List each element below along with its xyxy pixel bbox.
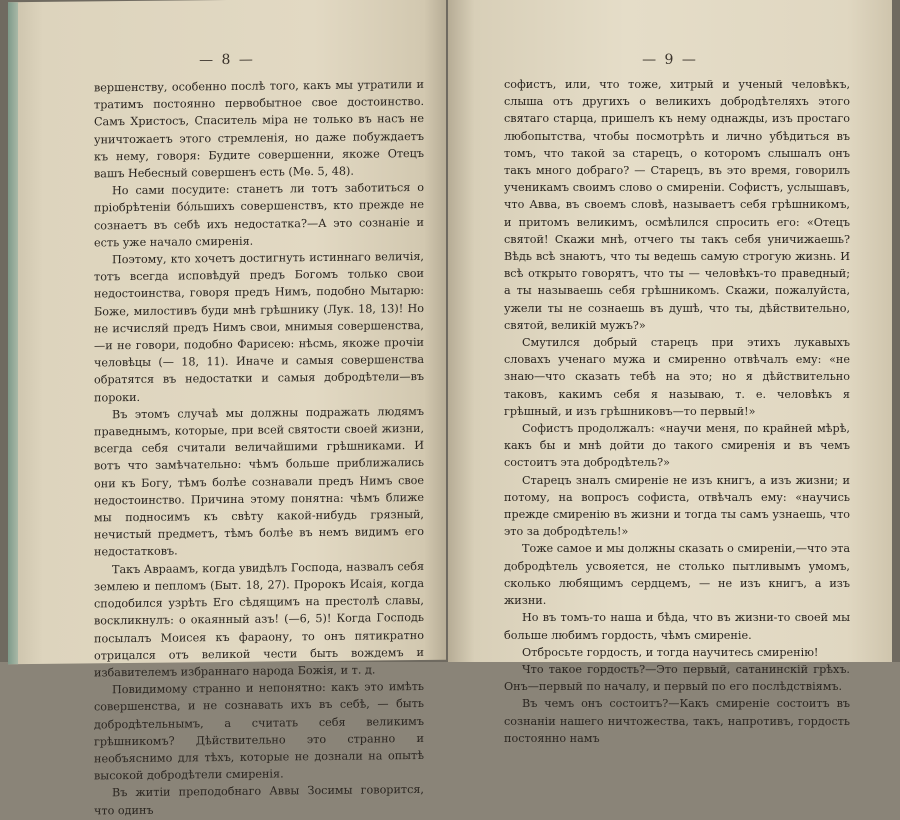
paragraph: Поэтому, кто хочетъ достигнуть истиннаго величія, тотъ всегда исповѣдуй предъ Богомъ только свои недостоинства, говоря предъ Нимъ, подобно Мытарю: Боже, милостивъ буди мнѣ грѣшнику (Лук. 18, 13)! Но не исчисляй предъ Нимъ свои, мнимыя совершенства,—и не говори, подобно Фарисею: нѣсмь, якоже прочіи человѣцы (— 18, 11). Иначе и самыя совершенства обратятся въ недостатки и самыя добродѣтели—въ пороки. xyxy=(94,249,424,405)
left-page xyxy=(8,0,446,817)
left-page-text xyxy=(94,76,424,819)
paragraph: Въ чемъ онъ состоитъ?—Какъ смиреніе состоитъ въ сознаніи нашего ничтожества, такъ, напротивъ, гордость постоянно намъ xyxy=(504,697,850,745)
page-number-left: — 8 — xyxy=(199,51,255,69)
paragraph: Смутился добрый старецъ при этихъ лукавыхъ словахъ ученаго мужа и смиренно отвѣчалъ ему: «не знаю—что сказать тебѣ на это; но я дѣйствительно таковъ, какимъ себя я называю, т. е. человѣкъ я грѣшный, и изъ грѣшниковъ—то первый!» xyxy=(504,336,850,418)
paragraph: Тоже самое и мы должны сказать о смиреніи,—что эта добродѣтель усвояется, не столько пытливымъ умомъ, сколько любящимъ сердцемъ, — не изъ книгъ, а изъ жизни. xyxy=(504,542,850,608)
paragraph: Въ житіи преподобнаго Аввы Зосимы говорится, что одинъ xyxy=(94,783,424,817)
paragraph: Софистъ продолжалъ: «научи меня, по крайней мѣрѣ, какъ бы и мнѣ дойти до такого смиренія и въ чемъ состоитъ эта добродѣтель?» xyxy=(504,422,850,470)
paragraph: Повидимому странно и непонятно: какъ это имѣть совершенства, и не сознавать ихъ въ себѣ, — быть добродѣтельнымъ, а считать себя великимъ грѣшникомъ? Дѣйствительно это странно и необъяснимо для тѣхъ, которые не дознали на опытѣ высокой добродѣтели смиренія. xyxy=(94,680,424,783)
right-page-text xyxy=(504,76,850,747)
paragraph: Но въ томъ-то наша и бѣда, что въ жизни-то своей мы больше любимъ гордость, чѣмъ смиреніе. xyxy=(504,611,850,642)
paragraph: Такъ Авраамъ, когда увидѣлъ Господа, назвалъ себя землею и пепломъ (Быт. 18, 27). Пророкъ Исаія, когда сподобился узрѣть Его сѣдящимъ на престолѣ славы, воскликнулъ: о окаянный азъ! (—6, 5)! Когда Господь посылалъ Моисея къ фараону, то онъ пятикратно отрицался отъ великой чести быть вождемъ и избавителемъ избраннаго народа Божія, и т. д. xyxy=(94,559,424,680)
right-page xyxy=(448,0,892,745)
page-edge xyxy=(8,2,18,664)
paragraph: Отбросьте гордость, и тогда научитесь смиренію! xyxy=(522,645,819,659)
page-number-right: — 9 — xyxy=(642,52,698,68)
paragraph: вершенству, особенно послѣ того, какъ мы утратили и тратимъ постоянно первобытное свое достоинство. Самъ Христосъ, Спаситель міра не только въ насъ не уничтожаетъ этого стремленія, но даже побуждаетъ къ нему, говоря: Будите совершенни, якоже Отецъ вашъ Небесный совершенъ есть (Мѳ. 5, 48). xyxy=(94,77,424,181)
paragraph: Въ этомъ случаѣ мы должны подражать людямъ праведнымъ, которые, при всей святости своей жизни, всегда себя считали величайшими грѣшниками. И вотъ что замѣчательно: чѣмъ больше приближались они къ Богу, тѣмъ болѣе сознавали предъ Нимъ свое недостоинство. Причина этому понятна: чѣмъ ближе мы подносимъ къ свѣту какой-нибудь грязный, нечистый предметъ, тѣмъ болѣе въ немъ видимъ его недостатковъ. xyxy=(94,404,424,559)
paragraph: софистъ, или, что тоже, хитрый и ученый человѣкъ, слыша отъ другихъ о великихъ добродѣтеляхъ этого святаго старца, пришелъ къ нему однажды, изъ простаго любопытства, чтобы посмотрѣть и лично убѣдиться въ томъ, что такой за старецъ, о которомъ слышалъ онъ такъ много добраго? — Старецъ, въ это время, говорилъ ученикамъ своимъ слово о смиреніи. Софистъ, услышавъ, что Авва, въ своемъ словѣ, называетъ себя грѣшникомъ, и притомъ великимъ, осмѣлился спросить его: «Отецъ святой! Скажи мнѣ, отчего ты такъ себя уничижаешь? Вѣдь всѣ знаютъ, что ты ведешь самую строгую жизнь. И всѣ открыто говорятъ, что ты — человѣкъ-то праведный; а ты называешь себя грѣшникомъ. Скажи, пожалуйста, ужели ты не сознаешь въ душѣ, что ты, дѣйствительно, святой, великій мужъ?» xyxy=(504,78,850,332)
paragraph: Но сами посудите: станетъ ли тотъ заботиться о пріобрѣтеніи бóльшихъ совершенствъ, кто прежде не сознаетъ въ себѣ ихъ недостатка?—А это сознаніе и есть уже начало смиренія. xyxy=(94,181,424,250)
paragraph: Что такое гордость?—Это первый, сатанинскій грѣхъ. Онъ—первый по началу, и первый по его послѣдствіямъ. xyxy=(504,662,850,694)
paragraph: Старецъ зналъ смиреніе не изъ книгъ, а изъ жизни; и потому, на вопросъ софиста, отвѣчалъ ему: «научись прежде смиренію въ жизни и тогда ты самъ узнаешь, что это за добродѣтель!» xyxy=(504,473,850,539)
